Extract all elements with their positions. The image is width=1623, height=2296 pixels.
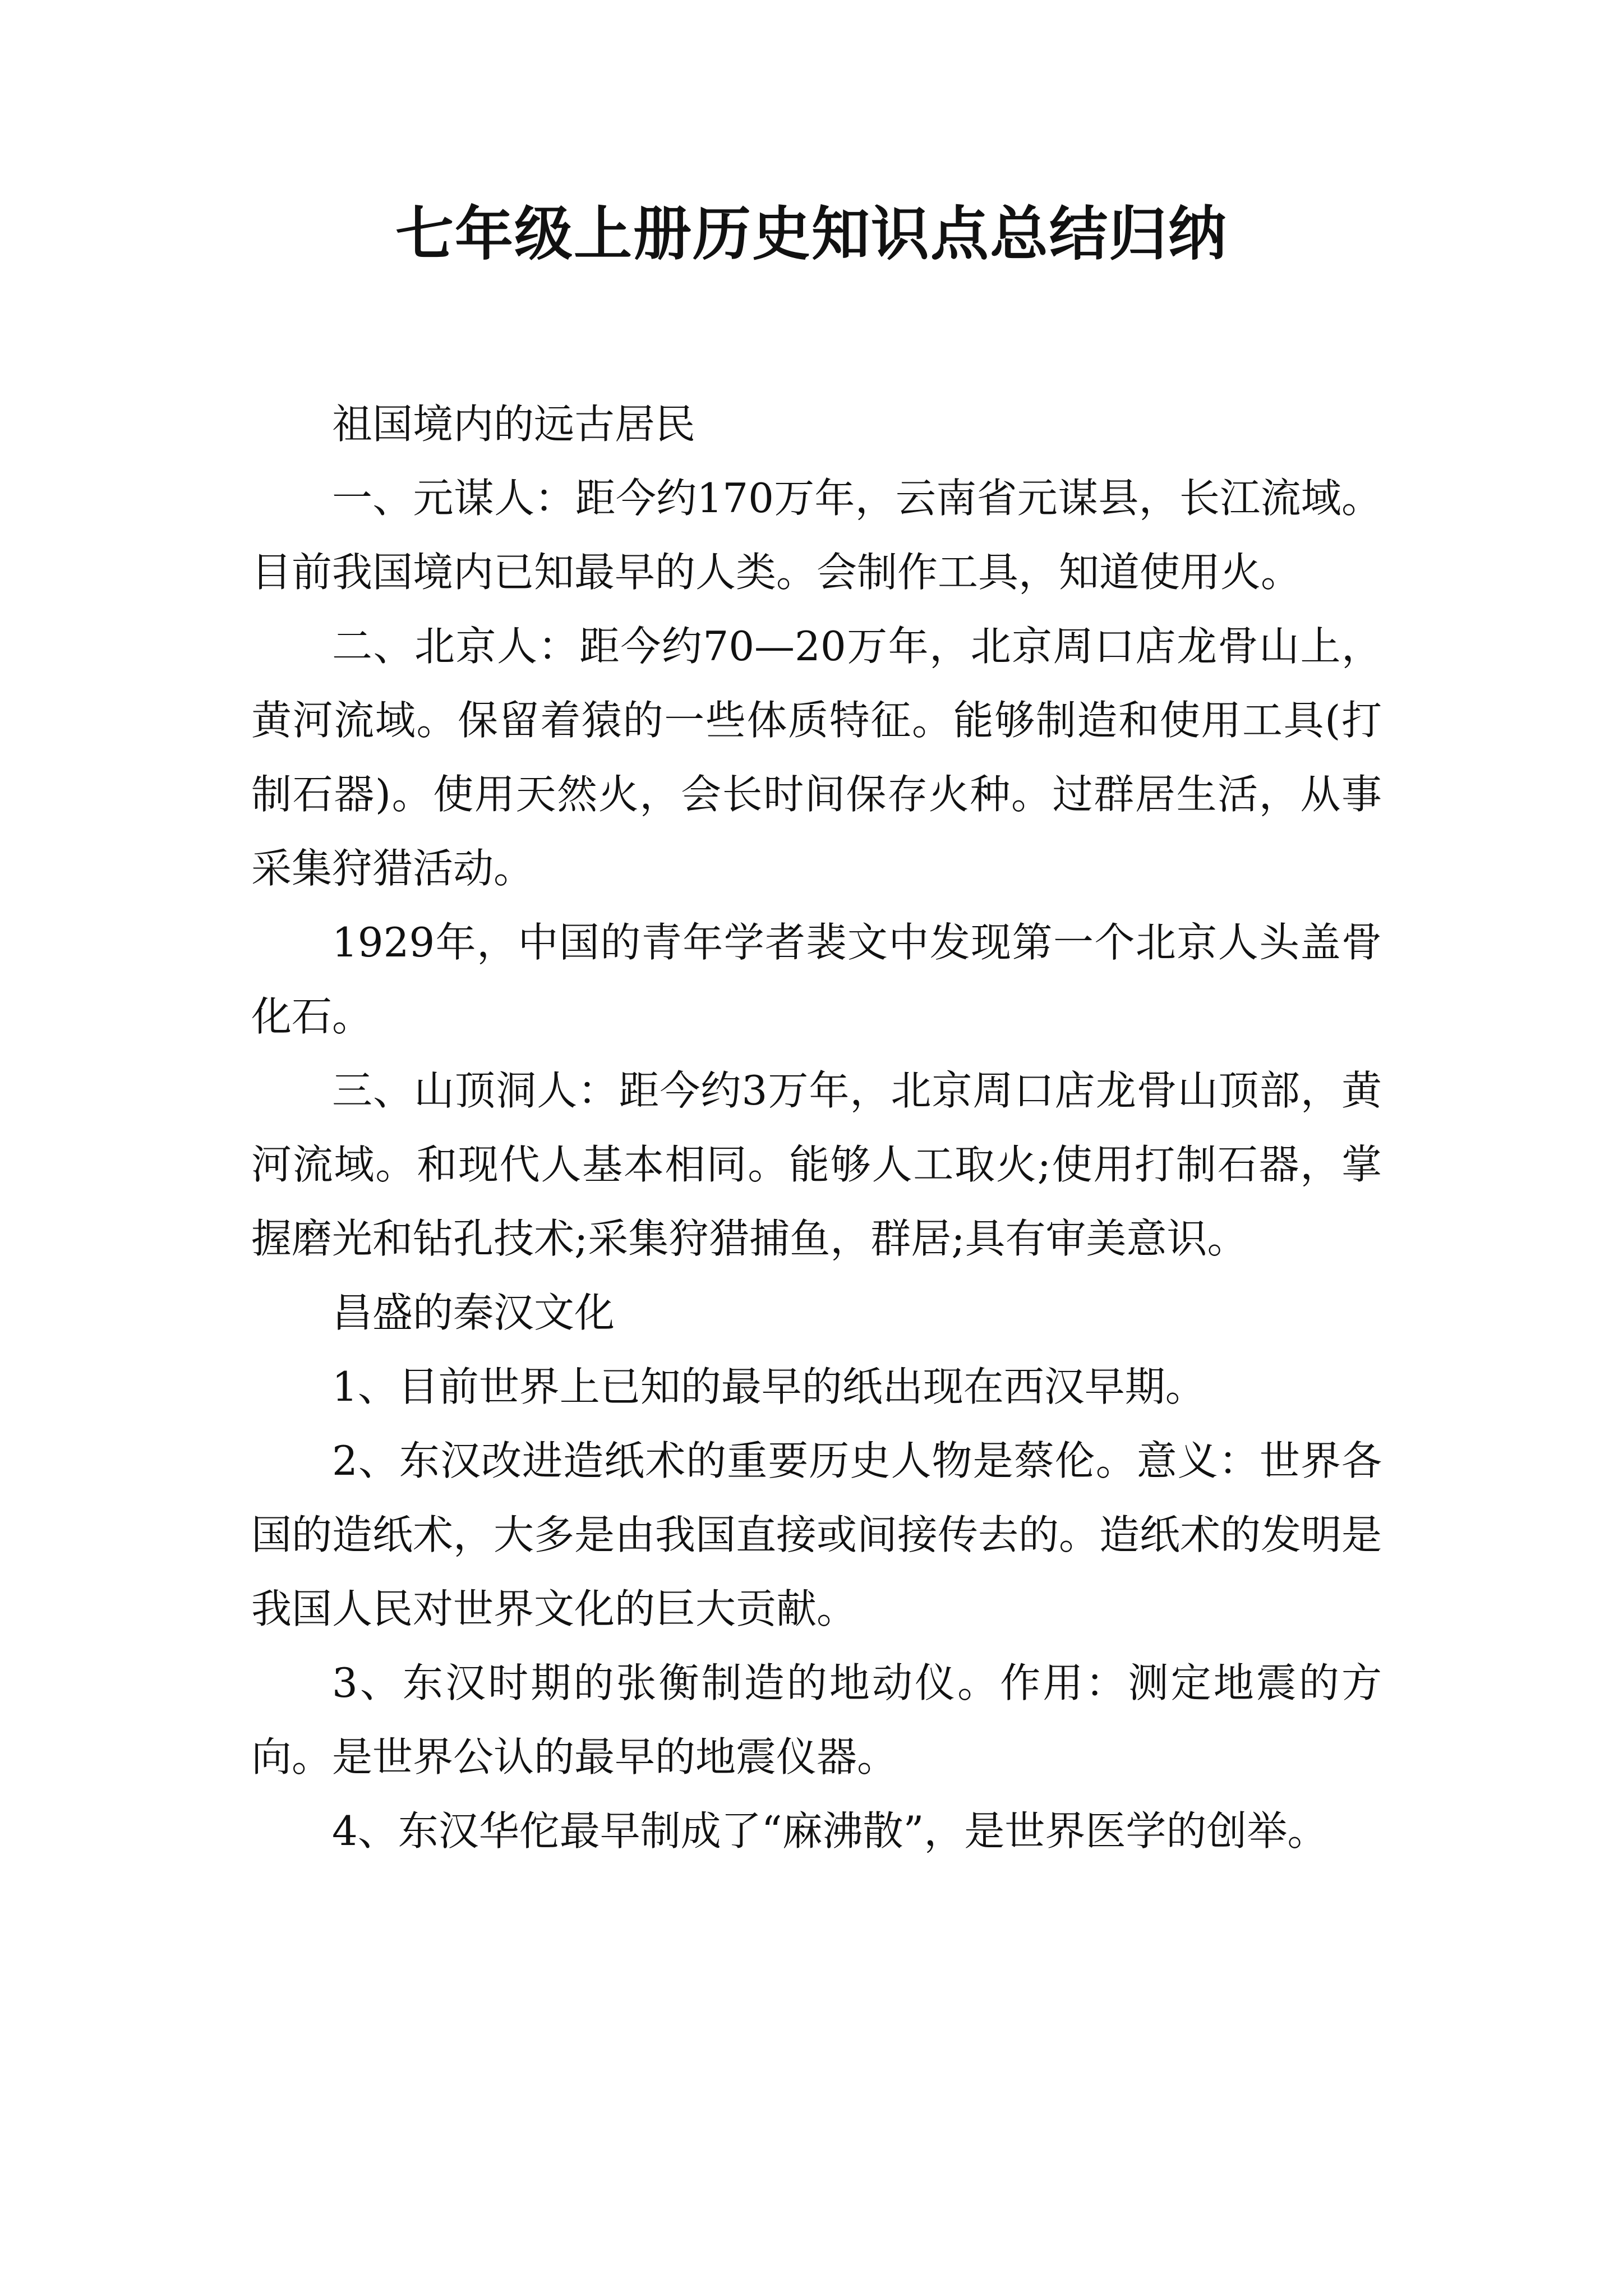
paragraph-cai-lun: 2、东汉改进造纸术的重要历史人物是蔡伦。意义：世界各国的造纸术，大多是由我国直接或间接传去的。造纸术的发明是我国人民对世界文化的巨大贡献。 <box>251 1437 1382 1632</box>
document-body <box>251 387 1382 1868</box>
paragraph-upper-cave-man: 三、山顶洞人：距今约3万年，北京周口店龙骨山顶部，黄河流域。和现代人基本相同。能够人工取火;使用打制石器，掌握磨光和钻孔技术;采集狩猎捕鱼，群居;具有审美意识。 <box>251 1067 1382 1262</box>
paragraph-hua-tuo: 4、东汉华佗最早制成了“麻沸散”，是世界医学的创举。 <box>332 1807 1328 1855</box>
paragraph-peking-man: 二、北京人：距今约70—20万年，北京周口店龙骨山上，黄河流域。保留着猿的一些体质特征。能够制造和使用工具(打制石器)。使用天然火，会长时间保存火种。过群居生活，从事采集狩猎活动。 <box>251 623 1382 892</box>
paragraph-earliest-paper: 1、目前世界上已知的最早的纸出现在西汉早期。 <box>332 1363 1206 1410</box>
document-title: 七年级上册历史知识点总结归纳 <box>395 199 1228 268</box>
paragraph-pei-wenzhong: 1929年，中国的青年学者裴文中发现第一个北京人头盖骨化石。 <box>251 919 1382 1040</box>
paragraph-zhang-heng: 3、东汉时期的张衡制造的地动仪。作用：测定地震的方向。是世界公认的最早的地震仪器。 <box>251 1659 1382 1780</box>
section-heading-ancient-residents: 祖国境内的远古居民 <box>332 401 696 448</box>
paragraph-yuanmou-man: 一、元谋人：距今约170万年，云南省元谋县，长江流域。目前我国境内已知最早的人类。会制作工具，知道使用火。 <box>251 475 1382 596</box>
section-heading-qin-han-culture: 昌盛的秦汉文化 <box>332 1289 615 1336</box>
